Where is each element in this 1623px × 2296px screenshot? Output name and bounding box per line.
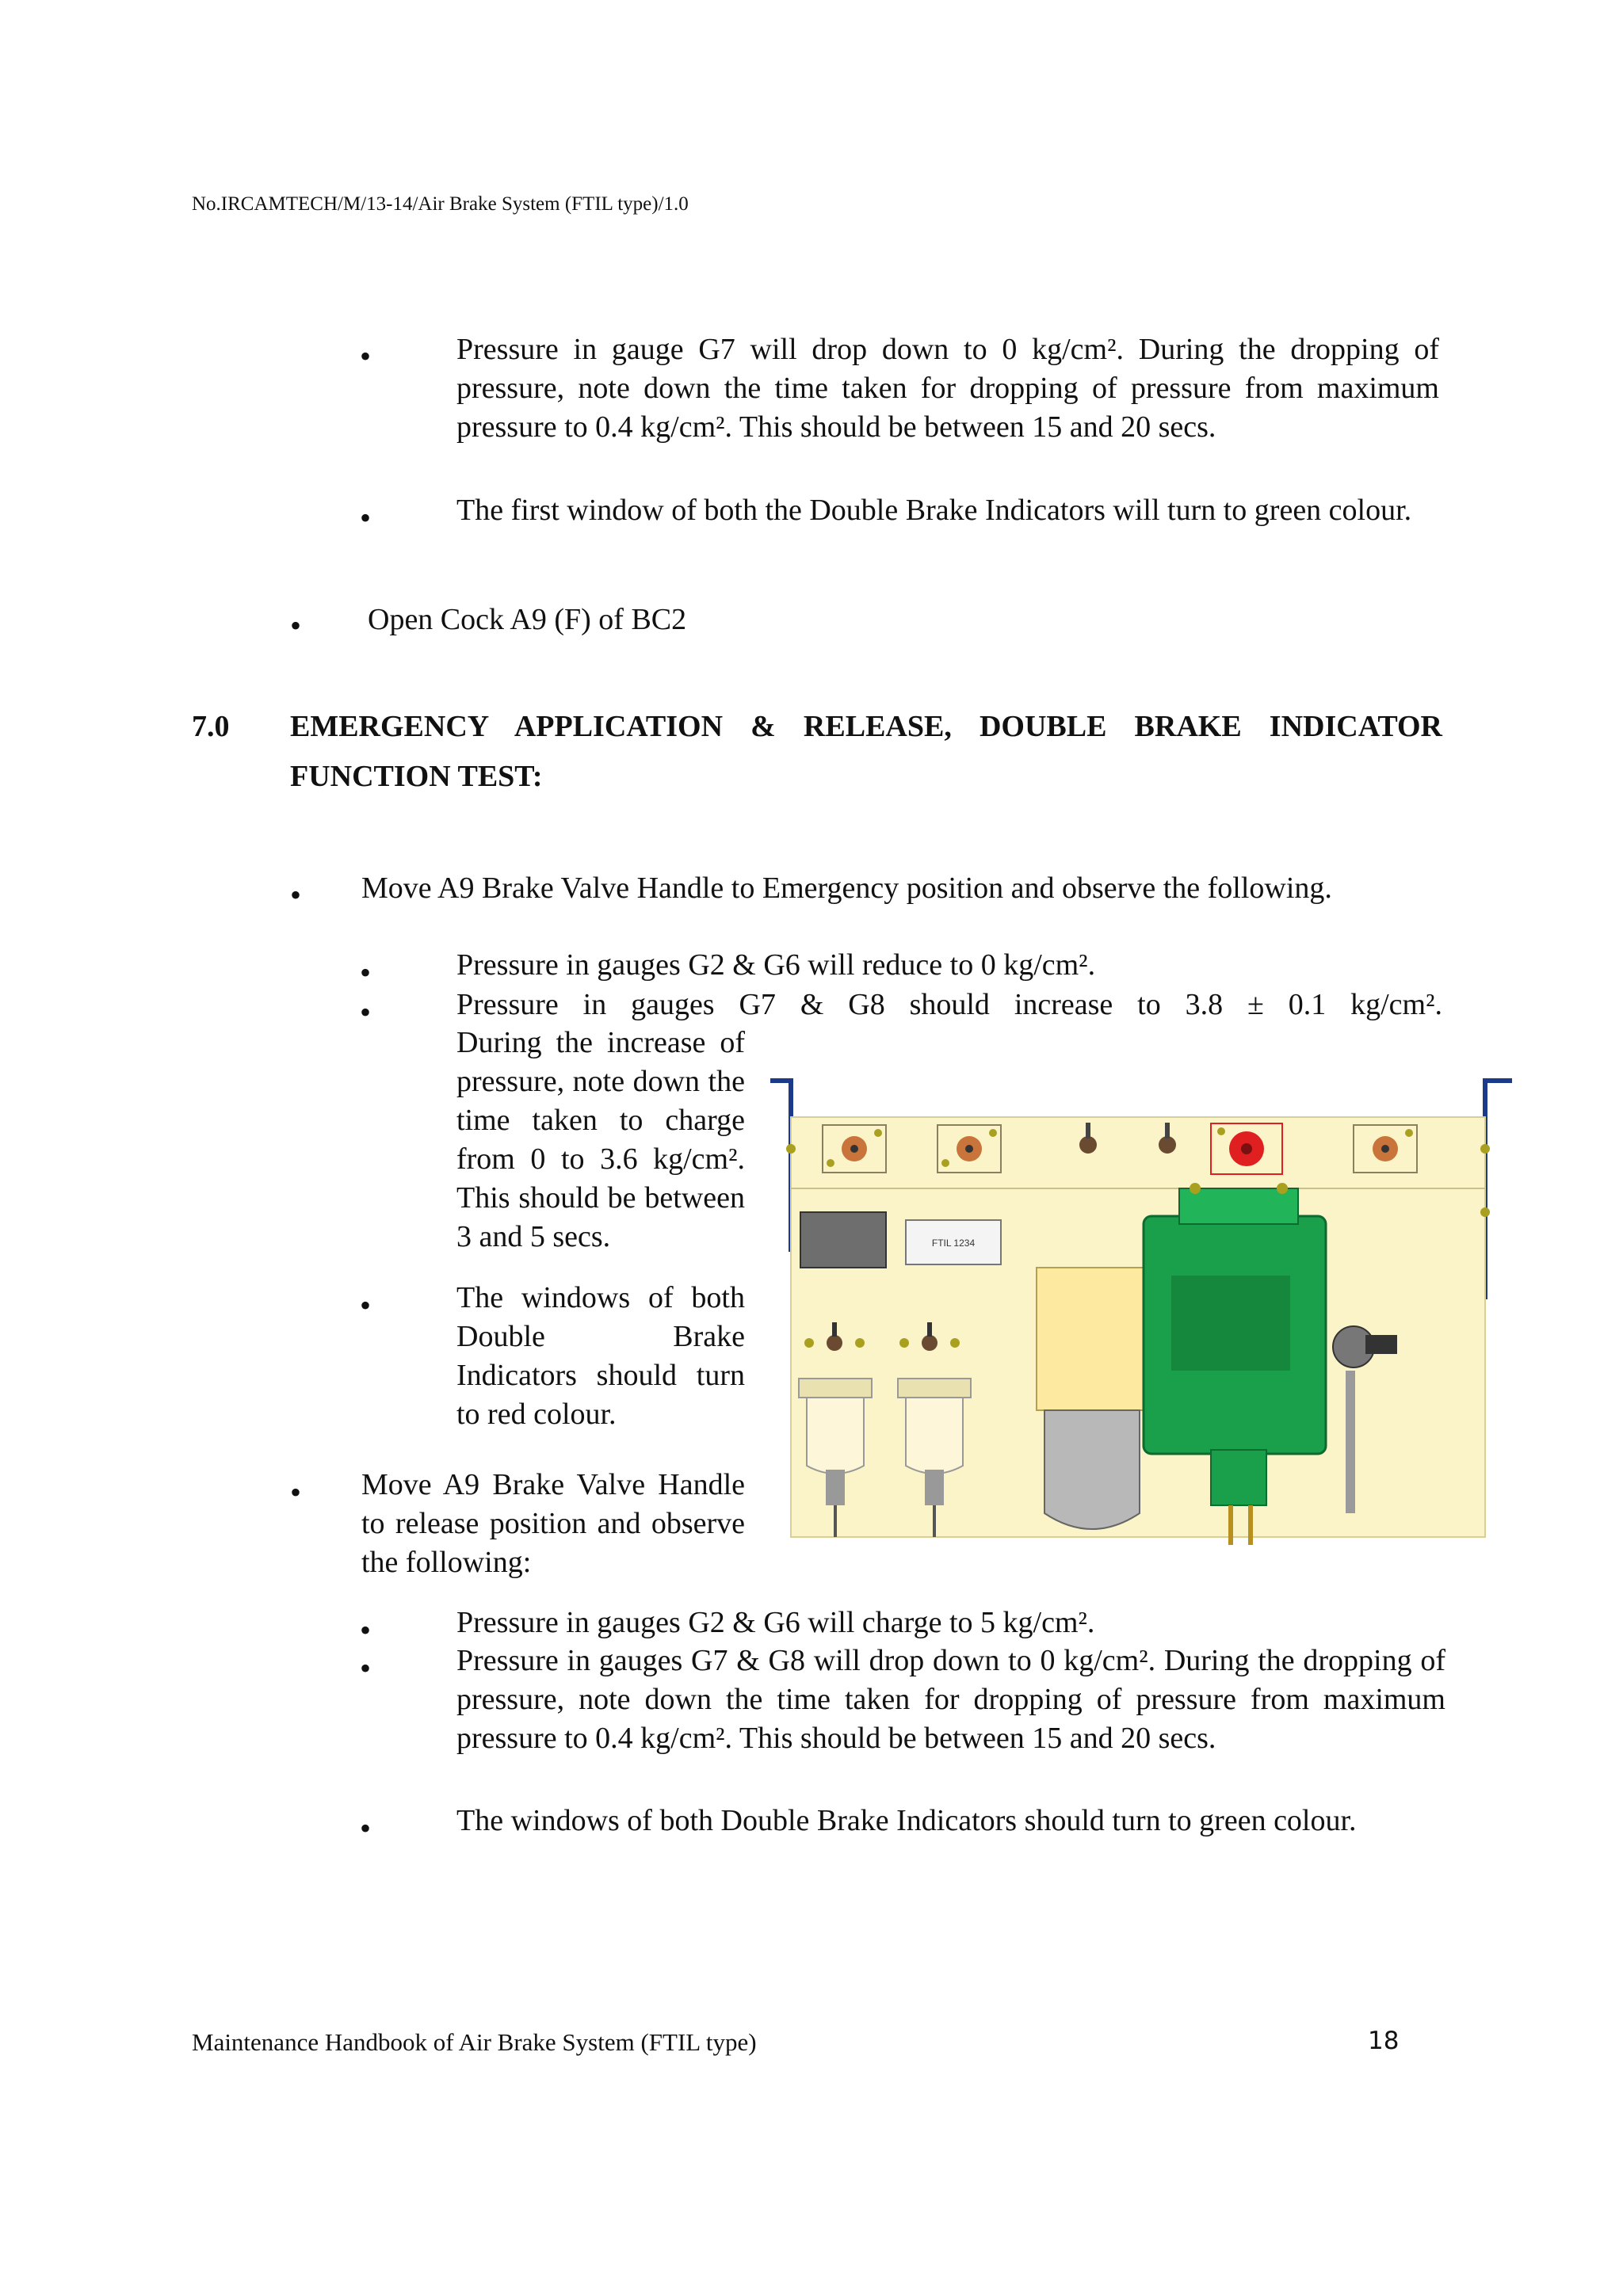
list-item: Pressure in gauges G7 & G8 should increase to 3.8 ± 0.1 kg/cm².	[456, 988, 1442, 1021]
list-item: Pressure in gauges G7 & G8 will drop down to 0 kg/cm². During the dropping of pressure, note down the time taken for dropping of pressure from maximum pressure to 0.4 kg/cm². This should be between 15 and 20 secs.	[456, 1644, 1445, 1755]
footer-title: Maintenance Handbook of Air Brake System (FTIL type)	[192, 2028, 757, 2056]
left-bracket	[770, 1081, 791, 1252]
list-item: Move A9 Brake Valve Handle to release position and observe the following:	[361, 1468, 745, 1579]
list-item: Move A9 Brake Valve Handle to Emergency position and observe the following.	[361, 871, 1332, 905]
list-item: Pressure in gauges G2 & G6 will charge to 5 kg/cm².	[456, 1606, 1095, 1639]
list-item: The windows of both Double Brake Indicators should turn to red colour.	[456, 1281, 745, 1431]
section-title-line1: EMERGENCY APPLICATION & RELEASE, DOUBLE BRAKE INDICATOR	[290, 710, 1442, 743]
bullet-dot: •	[290, 608, 302, 643]
document-number: No.IRCAMTECH/M/13-14/Air Brake System (FTIL type)/1.0	[192, 193, 689, 215]
label-plate-text: FTIL 1234	[931, 1238, 976, 1249]
brake-panel-figure	[767, 1070, 1520, 1545]
list-item-continued: During the increase of pressure, note down the time taken to charge from 0 to 3.6 kg/cm². This should be between 3 and 5 secs.	[456, 1026, 745, 1253]
section-title-line2: FUNCTION TEST:	[290, 760, 543, 793]
bullet-dot: •	[360, 338, 372, 374]
bullet-dot: •	[360, 955, 372, 990]
bullet-dot: •	[360, 1287, 372, 1323]
bullet-dot: •	[360, 1650, 372, 1686]
bullet-dot: •	[290, 1474, 302, 1510]
list-item: Open Cock A9 (F) of BC2	[368, 603, 687, 636]
reservoir-cylinder	[1044, 1410, 1140, 1529]
bullet-dot: •	[360, 1612, 372, 1648]
list-item: The windows of both Double Brake Indicators should turn to green colour.	[456, 1804, 1357, 1837]
list-item: Pressure in gauge G7 will drop down to 0 kg/cm². During the dropping of pressure, note down the time taken for dropping of pressure from maximum pressure to 0.4 kg/cm². This should be between 15 and 20 secs.	[456, 333, 1439, 444]
bullet-dot: •	[360, 1810, 372, 1846]
bullet-dot: •	[290, 877, 302, 913]
valve-block	[1037, 1268, 1148, 1410]
right-bracket	[1485, 1081, 1512, 1299]
list-item: Pressure in gauges G2 & G6 will reduce to 0 kg/cm².	[456, 948, 1096, 982]
section-number: 7.0	[192, 710, 230, 743]
list-item: The first window of both the Double Brake Indicators will turn to green colour.	[456, 494, 1412, 527]
page-number: 18	[1368, 2027, 1400, 2055]
bullet-dot: •	[360, 994, 372, 1030]
bullet-dot: •	[360, 500, 372, 536]
gauge-box	[800, 1212, 886, 1268]
